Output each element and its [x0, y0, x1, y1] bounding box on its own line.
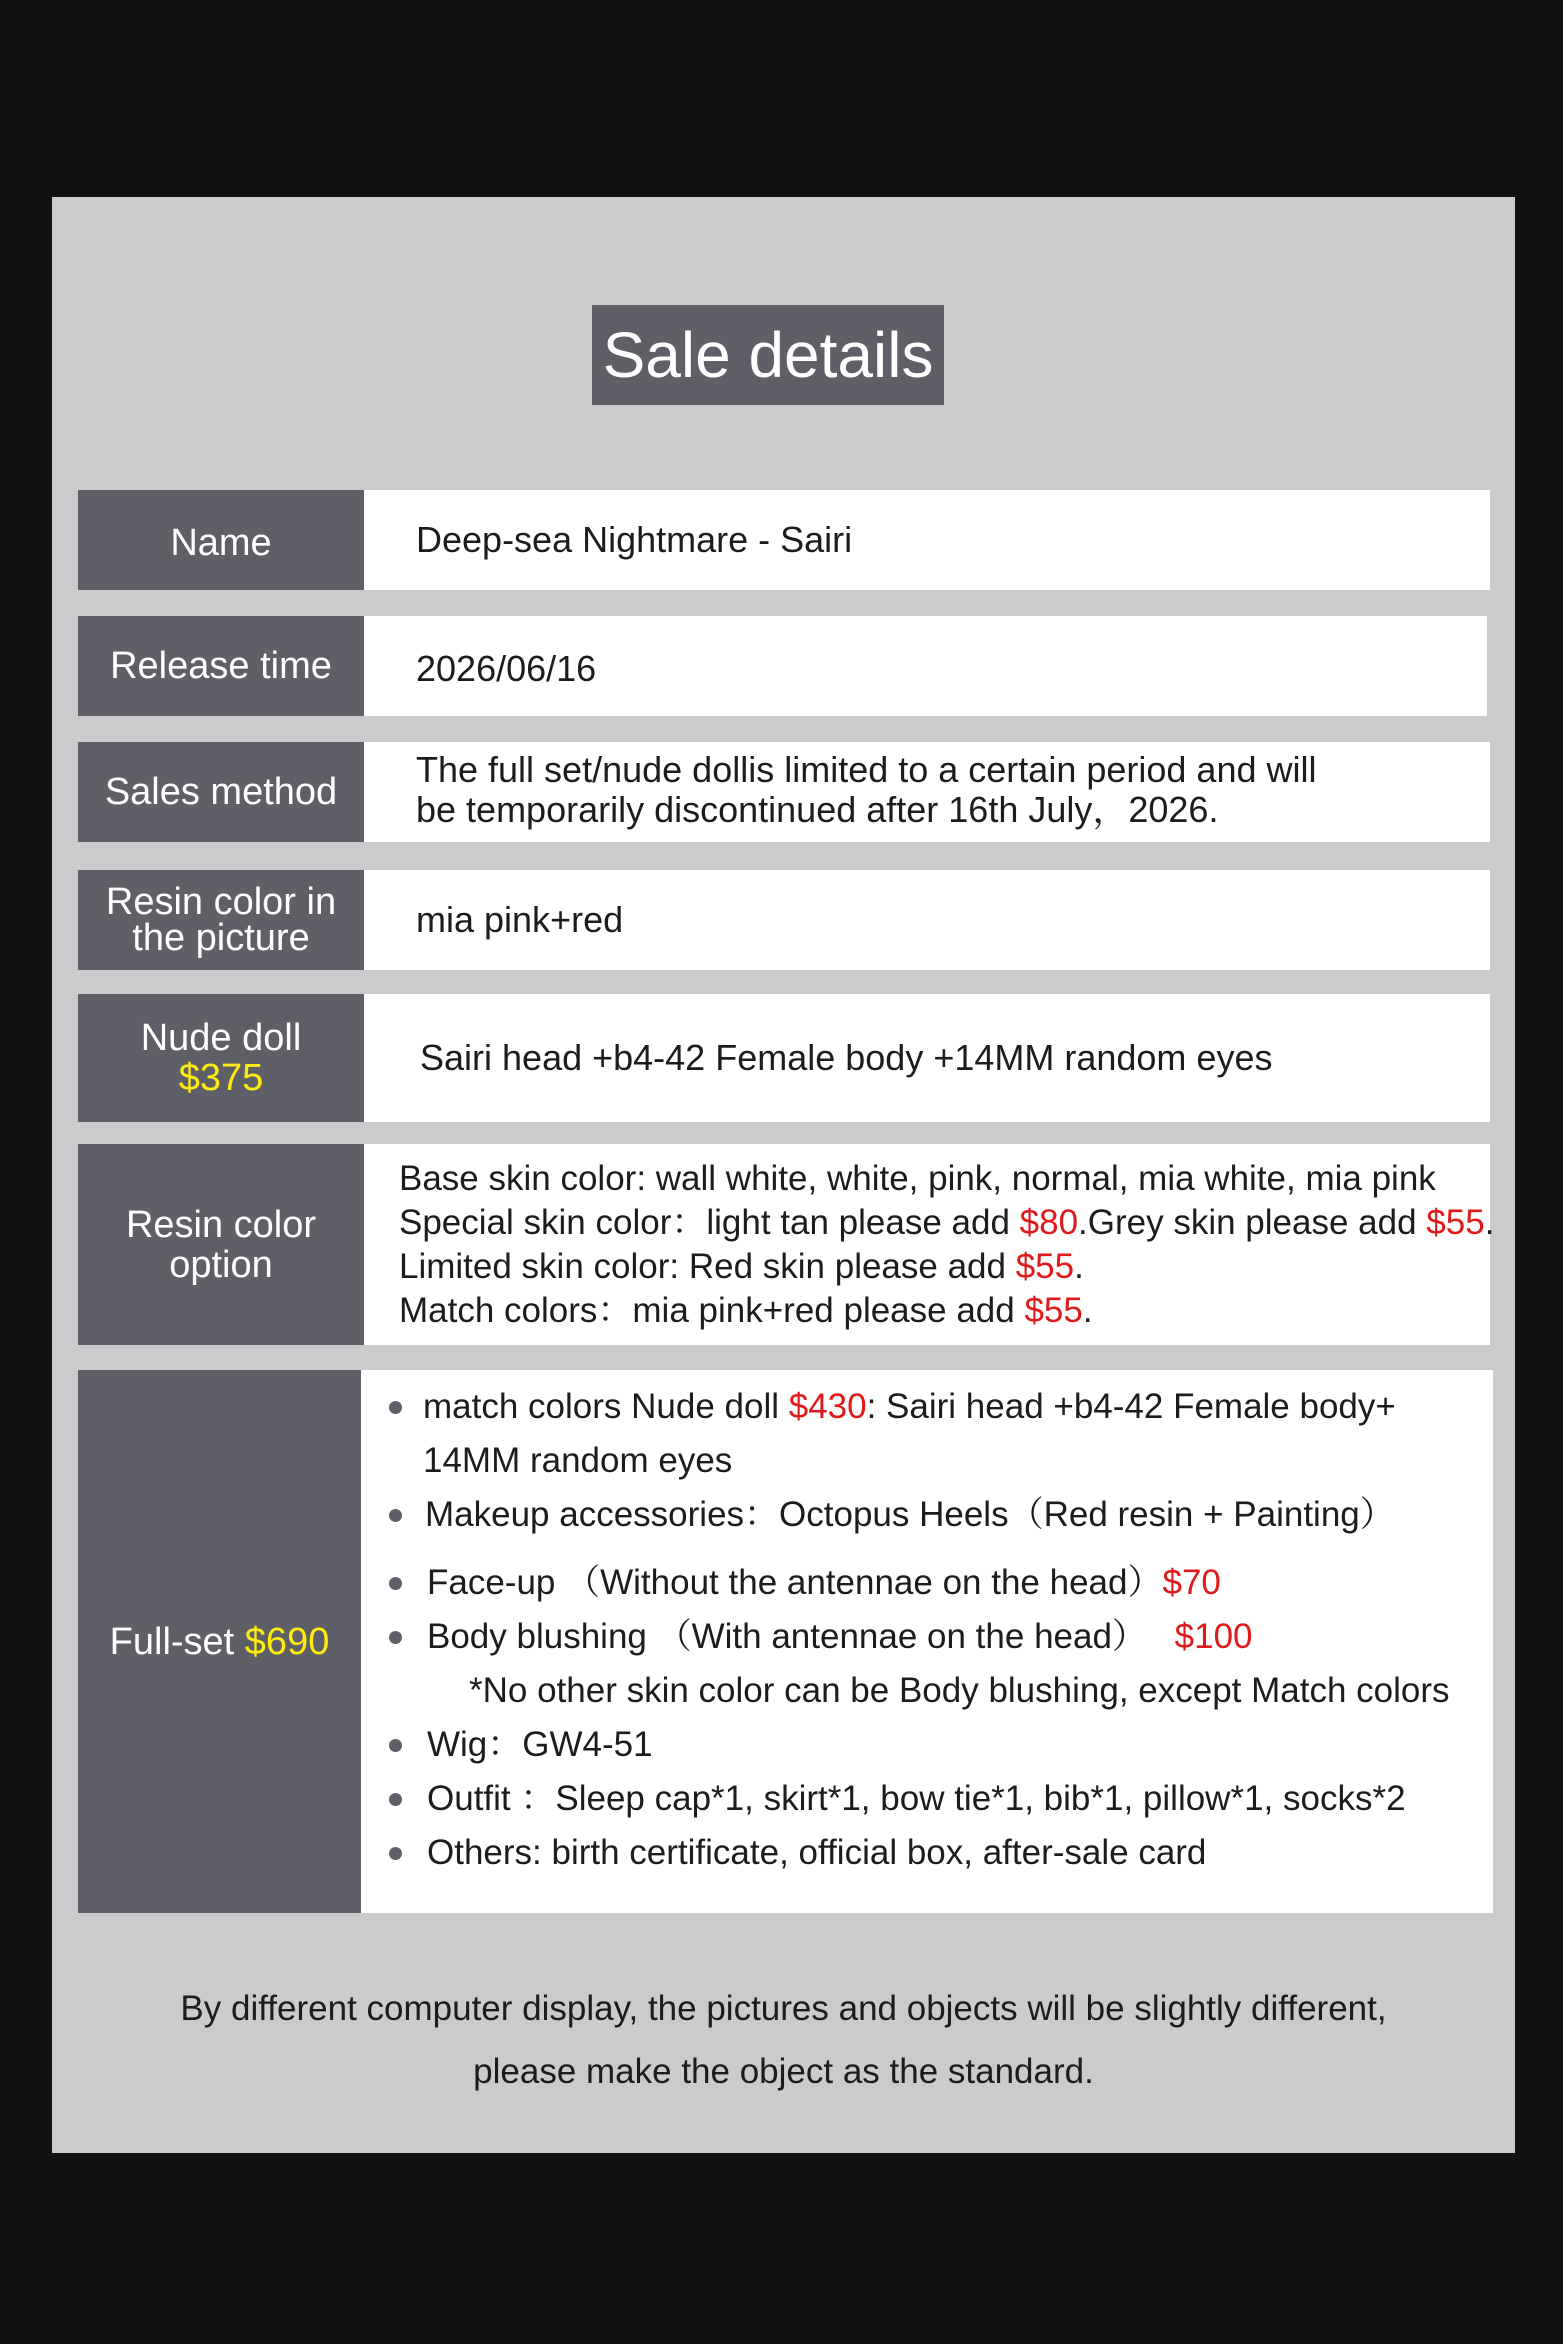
match-colors-text-end: .	[1082, 1290, 1093, 1330]
row-sales-method	[78, 742, 1490, 842]
label-name	[78, 490, 364, 590]
item6-text: Outfit ：Sleep cap*1, skirt*1, bow tie*1, bib*1, pillow*1, socks*2	[427, 1779, 1406, 1818]
value-release-time-text: 2026/06/16	[416, 648, 597, 689]
special-skin-price-grey: $55	[1426, 1202, 1485, 1242]
list-item-nude-doll	[361, 1380, 1493, 1488]
label-nude-doll-text: Nude doll	[140, 1017, 302, 1059]
special-skin-text: Special skin color：light tan please add	[399, 1202, 1020, 1242]
item4-price: $100	[1174, 1617, 1253, 1656]
label-release-time-text: Release time	[110, 645, 332, 687]
item2-text: Makeup accessories：Octopus Heels（Red resin + Painting）	[425, 1495, 1395, 1534]
value-name-text: Deep-sea Nightmare - Sairi	[416, 519, 853, 560]
footer-note-line-2: please make the object as the standard.	[473, 2052, 1094, 2091]
limited-skin-line	[399, 1245, 1490, 1289]
nude-doll-price: $375	[178, 1057, 264, 1099]
list-item-wig	[361, 1718, 1493, 1772]
label-resin-option	[78, 1144, 364, 1345]
label-resin-picture-line-2: the picture	[132, 917, 310, 959]
row-name	[78, 490, 1490, 590]
special-skin-text-mid: .Grey skin please add	[1078, 1202, 1427, 1242]
label-name-text: Name	[170, 522, 272, 564]
sales-method-line-1: The full set/nude dollis limited to a certain period and will	[416, 749, 1317, 790]
list-item-outfit	[361, 1772, 1493, 1826]
label-full-set	[78, 1370, 361, 1913]
full-set-item-list	[361, 1380, 1493, 1880]
label-full-set-text: Full-set	[109, 1620, 245, 1663]
full-set-price: $690	[244, 1620, 330, 1663]
value-resin-picture	[364, 870, 1490, 970]
row-full-set	[78, 1370, 1493, 1913]
value-full-set	[361, 1370, 1493, 1913]
list-item-others	[361, 1826, 1493, 1880]
value-nude-doll	[364, 994, 1490, 1122]
bullet-dot	[389, 1739, 402, 1752]
value-name	[364, 490, 1490, 590]
item3-price: $70	[1162, 1563, 1221, 1602]
label-resin-picture	[78, 870, 364, 970]
item7-text: Others: birth certificate, official box, after-sale card	[427, 1833, 1207, 1872]
sales-method-line-2: be temporarily discontinued after 16th July，2026.	[416, 789, 1219, 830]
bullet-dot	[389, 1847, 402, 1860]
limited-skin-price: $55	[1015, 1246, 1075, 1286]
special-skin-text-end: .	[1484, 1202, 1495, 1242]
list-item-makeup	[361, 1488, 1493, 1542]
bullet-dot	[389, 1793, 402, 1806]
item5-text: Wig：GW4-51	[427, 1725, 653, 1764]
row-resin-picture	[78, 870, 1490, 970]
item3-text: Face-up （Without the antennae on the head）	[427, 1563, 1163, 1602]
bullet-dot	[389, 1509, 402, 1522]
value-nude-doll-text: Sairi head +b4-42 Female body +14MM random eyes	[420, 1037, 1273, 1078]
item4-text: Body blushing （With antennae on the head）	[427, 1617, 1157, 1656]
value-sales-method	[364, 742, 1490, 842]
label-resin-option-line-2: option	[169, 1243, 273, 1286]
item4-note: *No other skin color can be Body blushing, except Match colors	[469, 1671, 1450, 1710]
footer-note-line-1: By different computer display, the pictures and objects will be slightly different,	[180, 1989, 1387, 2028]
match-colors-text: Match colors：mia pink+red please add	[399, 1290, 1025, 1330]
special-skin-price-light-tan: $80	[1019, 1202, 1079, 1242]
sale-details-panel	[52, 197, 1515, 2153]
label-resin-picture-line-1: Resin color in	[105, 881, 337, 923]
item1-text-end: : Sairi head +b4-42 Female body+	[866, 1387, 1396, 1426]
base-skin-text: Base skin color: wall white, white, pink, normal, mia white, mia pink	[399, 1158, 1436, 1198]
label-sales-method-text: Sales method	[104, 771, 338, 813]
row-nude-doll	[78, 994, 1490, 1122]
value-release-time	[364, 616, 1487, 716]
row-resin-option	[78, 1144, 1495, 1345]
bullet-dot	[389, 1577, 402, 1590]
bullet-dot	[389, 1631, 402, 1644]
label-sales-method	[78, 742, 364, 842]
label-resin-option-line-1: Resin color	[125, 1203, 317, 1246]
label-release-time	[78, 616, 364, 716]
row-release-time	[78, 616, 1487, 716]
special-skin-line	[399, 1201, 1495, 1245]
footer-note	[52, 1977, 1515, 2103]
list-item-body-blushing	[361, 1610, 1493, 1718]
bullet-dot	[389, 1401, 402, 1414]
match-colors-line	[399, 1289, 1490, 1333]
limited-skin-text-end: .	[1074, 1246, 1084, 1286]
base-skin-line	[399, 1157, 1490, 1201]
label-nude-doll	[78, 994, 364, 1122]
value-resin-option	[364, 1144, 1495, 1345]
list-item-face-up	[361, 1556, 1493, 1610]
match-colors-price: $55	[1024, 1290, 1083, 1330]
item1-line-2: 14MM random eyes	[423, 1441, 733, 1480]
item1-text: match colors Nude doll	[423, 1387, 789, 1426]
item1-price: $430	[788, 1387, 867, 1426]
value-resin-picture-text: mia pink+red	[416, 899, 624, 940]
page-title: Sale details	[592, 305, 944, 405]
limited-skin-text: Limited skin color: Red skin please add	[399, 1246, 1016, 1286]
